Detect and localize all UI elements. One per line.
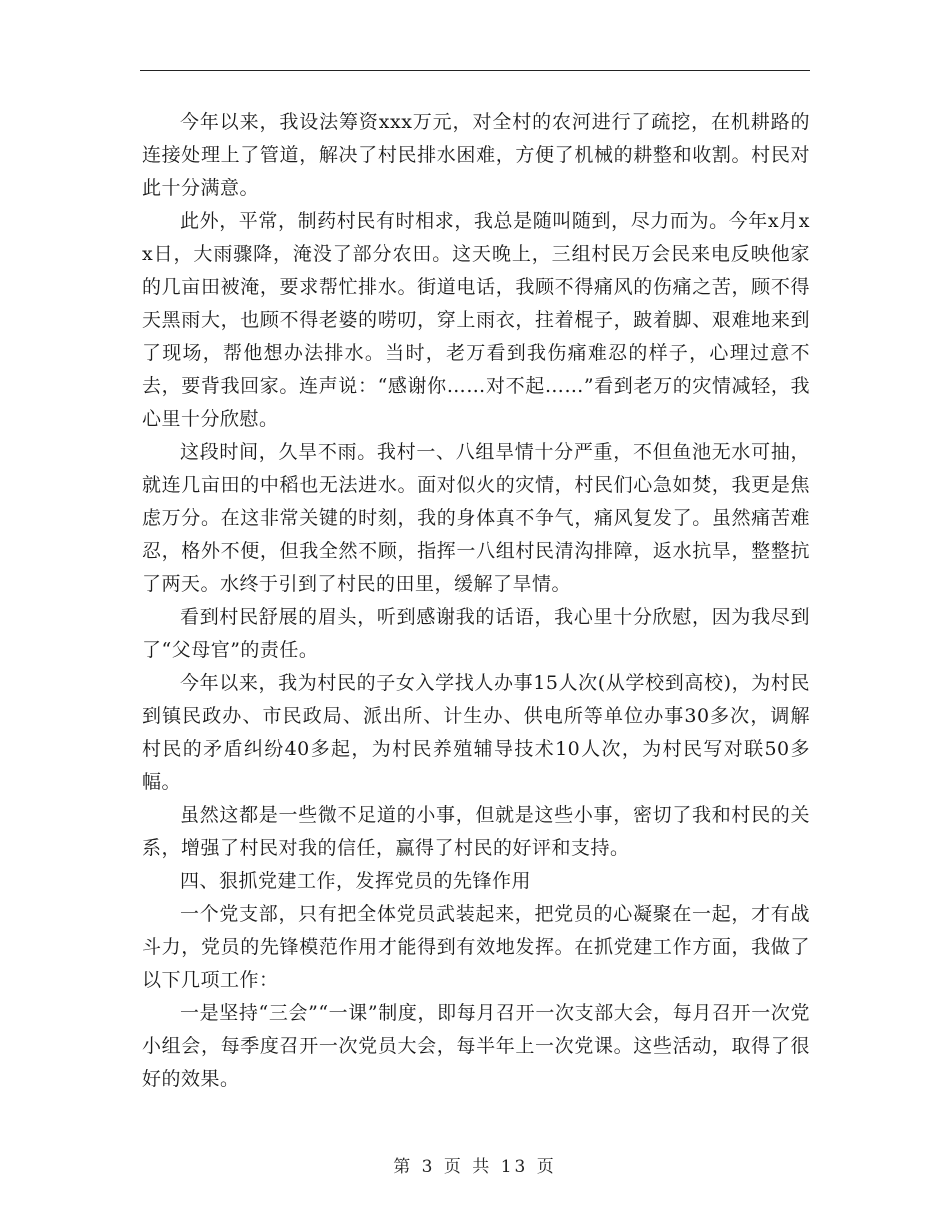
page-footer: 第 3 页 共 13 页 <box>393 1157 557 1177</box>
paragraph-1: 今年以来，我设法筹资xxx万元，对全村的农河进行了疏挖，在机耕路的连接处理上了管道，解决了村民排水困难，方便了机械的耕整和收割。村民对此十分满意。 <box>142 111 810 199</box>
paragraph-4: 看到村民舒展的眉头，听到感谢我的话语，我心里十分欣慰，因为我尽到了“父母官”的责任。 <box>142 606 810 661</box>
section-heading: 四、狠抓党建工作，发挥党员的先锋作用 <box>180 870 532 892</box>
header-rule <box>140 70 810 71</box>
paragraph-8: 一个党支部，只有把全体党员武装起来，把党员的心凝聚在一起，才有战斗力，党员的先锋模范作用才能得到有效地发挥。在抓党建工作方面，我做了以下几项工作： <box>142 903 810 991</box>
document-body <box>142 106 810 1096</box>
paragraph-9: 一是坚持“三会”“一课”制度，即每月召开一次支部大会，每月召开一次党小组会，每季度召开一次党员大会，每半年上一次党课。这些活动，取得了很好的效果。 <box>142 1002 810 1090</box>
paragraph-2: 此外，平常，制药村民有时相求，我总是随叫随到，尽力而为。今年x月xx日，大雨骤降，淹没了部分农田。这天晚上，三组村民万会民来电反映他家的几亩田被淹，要求帮忙排水。街道电话，我顾不得痛风的伤痛之苦，顾不得天黑雨大，也顾不得老婆的唠叨，穿上雨衣，拄着棍子，跛着脚、艰难地来到了现场，帮他想办法排水。当时，老万看到我伤痛难忍的样子，心理过意不去，要背我回家。连声说：“感谢你……对不起……”看到老万的灾情减轻，我心里十分欣慰。 <box>142 210 810 430</box>
paragraph-3: 这段时间，久旱不雨。我村一、八组旱情十分严重，不但鱼池无水可抽，就连几亩田的中稻也无法进水。面对似火的灾情，村民们心急如焚，我更是焦虑万分。在这非常关键的时刻，我的身体真不争气，痛风复发了。虽然痛苦难忍，格外不便，但我全然不顾，指挥一八组村民清沟排障，返水抗旱，整整抗了两天。水终于引到了村民的田里，缓解了旱情。 <box>142 441 810 595</box>
paragraph-6: 虽然这都是一些微不足道的小事，但就是这些小事，密切了我和村民的关系，增强了村民对我的信任，赢得了村民的好评和支持。 <box>142 804 810 859</box>
paragraph-5: 今年以来，我为村民的子女入学找人办事15人次(从学校到高校)，为村民到镇民政办、市民政局、派出所、计生办、供电所等单位办事30多次，调解村民的矛盾纠纷40多起，为村民养殖辅导技术10人次，为村民写对联50多幅。 <box>142 672 810 793</box>
